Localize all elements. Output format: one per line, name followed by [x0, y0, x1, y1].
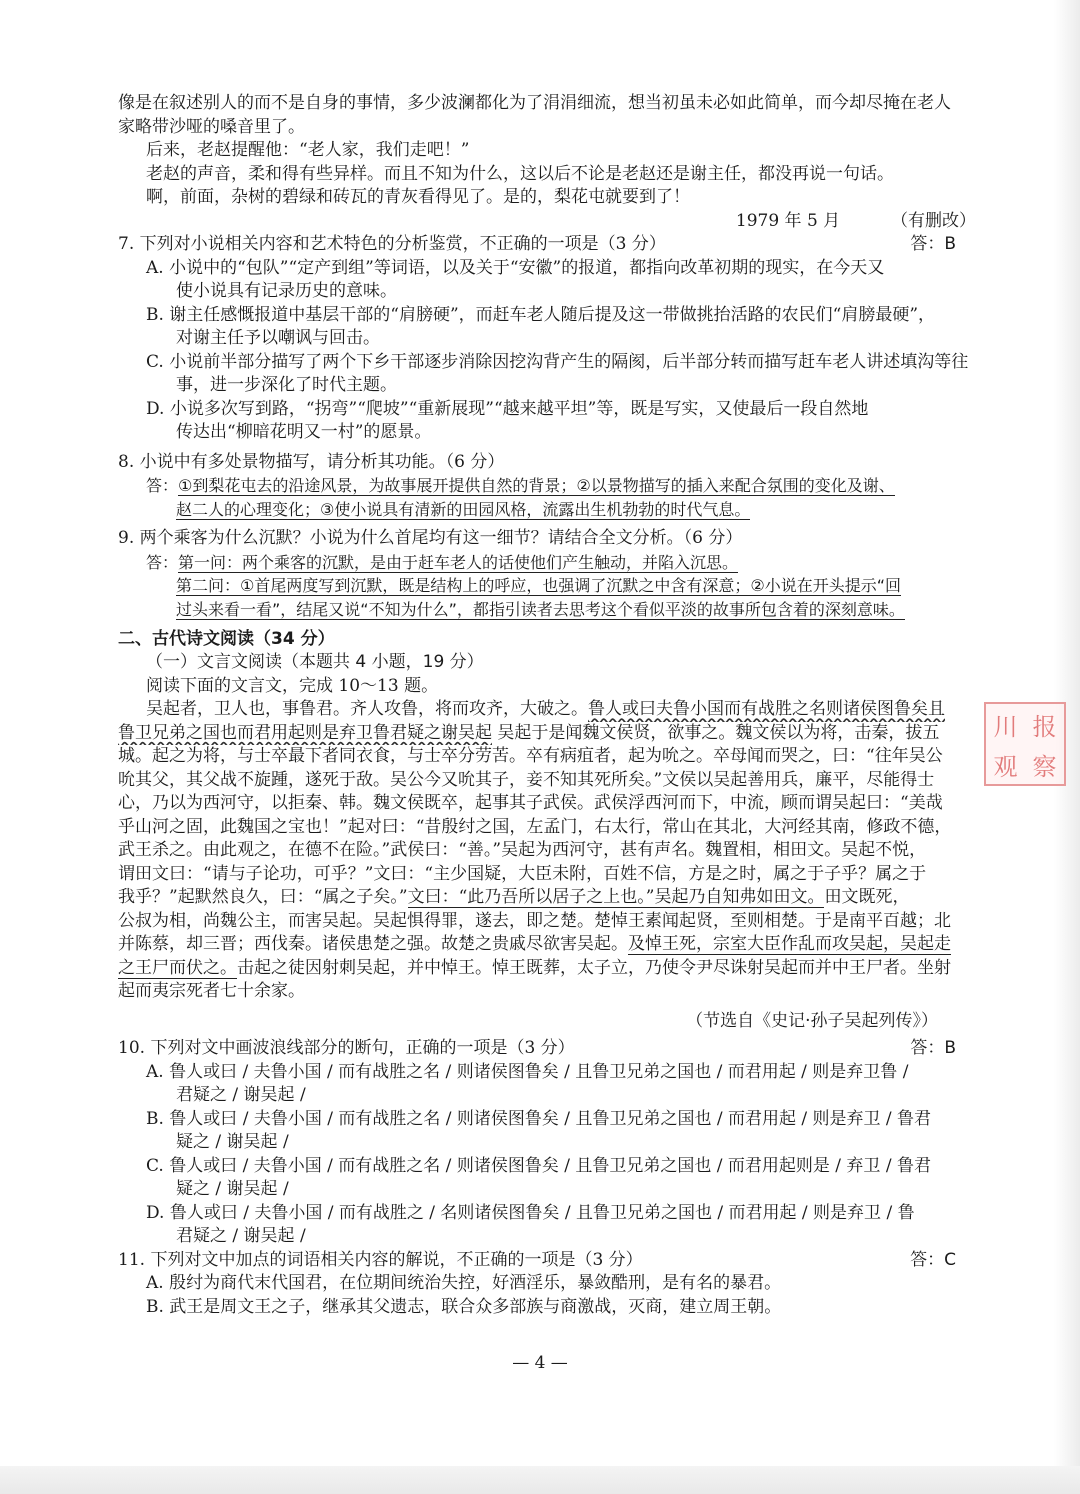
option-line: D. 小说多次写到路，“拐弯”“爬坡”“重新展现”“越来越平坦”等，既是写实，又使最后一段自然地 — [146, 398, 869, 419]
classical-line: 城。起之为将，与士卒最下者同衣食，与士卒分劳苦。卒有病疽者，起为吮之。卒母闻而哭之，曰：“往年吴公 — [118, 746, 943, 766]
option-line: 君疑之 / 谢吴起 / — [176, 1226, 306, 1246]
classical-line: 公叔为相，尚魏公主，而害吴起。吴起惧得罪，遂去，即之楚。楚悼王素闻起贤，至则相楚。于是南平百越；北 — [118, 910, 951, 931]
option-line: B. 谢主任感慨报道中基层干部的“肩膀硬”，而赶车老人随后提及这一带做挑抬活路的农民们“肩膀最硬”， — [146, 304, 936, 325]
classical-line: 并陈蔡，却三晋；西伐秦。诸侯患楚之强。故楚之贵戚尽欲害吴起。及悼王死，宗室大臣作乱而攻吴起，吴起走 — [118, 934, 951, 954]
classical-line: 武王杀之。由此观之，在德不在险。”武侯曰：“善。”吴起为西河守，甚有声名。魏置相，相田文。吴起不悦， — [118, 840, 927, 860]
section-title: 二、古代诗文阅读（34 分） — [118, 629, 335, 649]
question-8-stem: 8. 小说中有多处景物描写，请分析其功能。（6 分） — [118, 451, 505, 472]
option-line: 传达出“柳暗花明又一村”的愿景。 — [176, 422, 432, 442]
question-9-answer-cont — [118, 574, 976, 598]
option-line: C. 小说前半部分描写了两个下乡干部逐步消除因挖沟背产生的隔阂，后半部分转而描写赶车老人讲述填沟等往 — [146, 351, 969, 372]
passage-line: 后来，老赵提醒他：“老人家，我们走吧！” — [146, 140, 470, 160]
question-10-answer: 答：B — [910, 1038, 956, 1058]
underlined-text: 及悼王死，宗室大臣作乱而攻吴起，吴起走 — [628, 934, 951, 954]
option-line: A. 小说中的“包队”“定产到组”等词语，以及关于“安徽”的报道，都指向改革初期的现实，在今天又 — [146, 257, 885, 278]
watermark-logo — [984, 702, 1066, 786]
exam-page-content — [118, 92, 976, 1319]
option-line: B. 武王是周文王之子，继承其父遗志，联合众多部族与商激战，灭商，建立周王朝。 — [146, 1296, 782, 1317]
passage-line: 啊，前面，杂树的碧绿和砖瓦的青灰看得见了。是的，梨花屯就要到了！ — [146, 187, 690, 207]
option-line: D. 鲁人或曰 / 夫鲁小国 / 而有战胜之 / 名则诸侯图鲁矣 / 且鲁卫兄弟之国也 / 而君用起 / 则是弃卫 / 鲁 — [146, 1202, 915, 1223]
classical-line: 之王尸而伏之。击起之徒因射刺吴起，并中悼王。悼王既葬，太子立，乃使令尹尽诛射吴起而并中王尸者。坐射 — [118, 957, 951, 978]
underlined-text: 文曰：“此乃吾所以居子之上也。”吴起乃自知弗如田文。 — [407, 887, 825, 907]
wavy-underlined-text: 鲁人或曰夫鲁小国而有战胜之名则诸侯图鲁矣且 — [588, 699, 945, 719]
question-8-answer — [118, 474, 976, 498]
question-11-answer: 答：C — [910, 1249, 956, 1270]
question-11-stem: 11. 下列对文中加点的词语相关内容的解说，不正确的一项是（3 分） 答：C — [118, 1249, 976, 1273]
answer-text: ①到梨花屯去的沿途风景，为故事展开提供自然的背景；②以景物描写的插入来配合氛围的变化及谢、 — [178, 476, 895, 495]
wavy-underlined-text: 鲁卫兄弟之国也而君用起则是弃卫鲁君疑之谢吴起 — [118, 722, 492, 743]
answer-label: 答： — [146, 476, 179, 495]
question-10-stem: 10. 下列对文中画波浪线部分的断句，正确的一项是（3 分） 答：B — [118, 1037, 976, 1061]
option-line: 使小说具有记录历史的意味。 — [176, 281, 397, 301]
passage-line: 像是在叙述别人的而不是自身的事情，多少波澜都化为了涓涓细流，想当初虽未必如此简单，而今却尽掩在老人 — [118, 93, 951, 113]
answer-text: 第一问：两个乘客的沉默，是由于赶车老人的话使他们产生触动，并陷入沉思。 — [178, 552, 739, 572]
option-line: B. 鲁人或曰 / 夫鲁小国 / 而有战胜之名 / 则诸侯图鲁矣 / 且鲁卫兄弟之国也 / 而君用起 / 则是弃卫 / 鲁君 — [146, 1108, 932, 1129]
classical-line: 谓田文曰：“请与子论功，可乎？”文曰：“主少国疑，大臣未附，百姓不信，方是之时，属之于子乎？属之于 — [118, 863, 927, 884]
question-9-answer — [118, 551, 976, 575]
classical-line: 吮其父，其父战不旋踵，遂死于敌。吴公今又吮其子，妾不知其死所矣。”文侯以吴起善用兵，廉平，尽能得士 — [118, 769, 935, 790]
option-line: A. 殷纣为商代末代国君，在位期间统治失控，好酒淫乐，暴敛酷刑，是有名的暴君。 — [146, 1273, 782, 1293]
instruction: 阅读下面的文言文，完成 10～13 题。 — [146, 675, 439, 696]
underlined-text: 之王尸而伏之。 — [118, 957, 237, 978]
option-line: C. 鲁人或曰 / 夫鲁小国 / 而有战胜之名 / 则诸侯图鲁矣 / 且鲁卫兄弟之国也 / 而君用起则是 / 弃卫 / 鲁君 — [146, 1155, 931, 1176]
answer-label: 答： — [146, 552, 179, 572]
passage-date: 1979 年 5 月 — [735, 210, 841, 231]
passage-line: 家略带沙哑的嗓音里了。 — [118, 116, 305, 137]
question-7-answer: 答：B — [910, 234, 956, 254]
watermark-char: 川 — [993, 712, 1018, 741]
watermark-char: 观 — [993, 752, 1018, 781]
classical-line: 我乎？”起默然良久，曰：“属之子矣。”文曰：“此乃吾所以居子之上也。”吴起乃自知弗如田文。田文既死， — [118, 887, 910, 907]
question-8-answer-cont — [118, 498, 976, 522]
classical-source: （节选自《史记·孙子吴起列传》） — [686, 1010, 938, 1031]
question-9-answer-cont — [118, 598, 976, 622]
page-bottom-edge — [0, 1466, 1080, 1494]
watermark-char: 报 — [1032, 712, 1057, 741]
answer-text: 第二问：①首尾两度写到沉默，既是结构上的呼应，也强调了沉默之中含有深意；②小说在开头提示“回 — [176, 576, 901, 595]
classical-line: 心，乃以为西河守，以拒秦、韩。魏文侯既卒，起事其子武侯。武侯浮西河而下，中流，顾而谓吴起曰：“美哉 — [118, 793, 943, 813]
answer-text: 赵二人的心理变化；③使小说具有清新的田园风格，流露出生机勃勃的时代气息。 — [176, 499, 751, 519]
page-number: — 4 — — [512, 1353, 568, 1373]
classical-line: 乎山河之固，此魏国之宝也！”起对曰：“昔殷纣之国，左孟门，右太行，常山在其北，大河经其南，修政不德， — [118, 816, 952, 837]
question-9-stem: 9. 两个乘客为什么沉默？小说为什么首尾均有这一细节？请结合全文分析。（6 分） — [118, 528, 743, 548]
question-7-stem: 7. 下列对小说相关内容和艺术特色的分析鉴赏，不正确的一项是（3 分） 答：B — [118, 233, 976, 257]
option-line: A. 鲁人或曰 / 夫鲁小国 / 而有战胜之名 / 则诸侯图鲁矣 / 且鲁卫兄弟之国也 / 而君用起 / 则是弃卫鲁 / — [146, 1061, 909, 1082]
option-line: 事，进一步深化了时代主题。 — [176, 375, 397, 395]
passage-date-line — [118, 210, 976, 234]
option-line: 疑之 / 谢吴起 / — [176, 1179, 289, 1199]
classical-line: 吴起者，卫人也，事鲁君。齐人攻鲁，将而攻齐，大破之。鲁人或曰夫鲁小国而有战胜之名则诸侯图鲁矣且 — [146, 699, 945, 719]
option-line: 君疑之 / 谢吴起 / — [176, 1085, 306, 1105]
answer-text: 过头来看一看”，结尾又说“不知为什么”，都指引读者去思考这个看似平淡的故事所包含着的深刻意味。 — [176, 599, 905, 619]
classical-line: 鲁卫兄弟之国也而君用起则是弃卫鲁君疑之谢吴起 吴起于是闻魏文侯贤，欲事之。魏文侯以为将，击秦，拔五 — [118, 722, 940, 743]
option-line: 疑之 / 谢吴起 / — [176, 1132, 289, 1152]
option-line: 对谢主任予以嘲讽与回击。 — [176, 328, 380, 348]
passage-line: 老赵的声音，柔和得有些异样。而且不知为什么，这以后不论是老赵还是谢主任，都没再说一句话。 — [146, 163, 894, 184]
watermark-char: 察 — [1032, 752, 1057, 781]
passage-note: （有删改） — [891, 210, 976, 231]
subsection-title: （一）文言文阅读（本题共 4 小题，19 分） — [146, 652, 484, 672]
classical-line: 起而夷宗死者七十余家。 — [118, 981, 305, 1001]
